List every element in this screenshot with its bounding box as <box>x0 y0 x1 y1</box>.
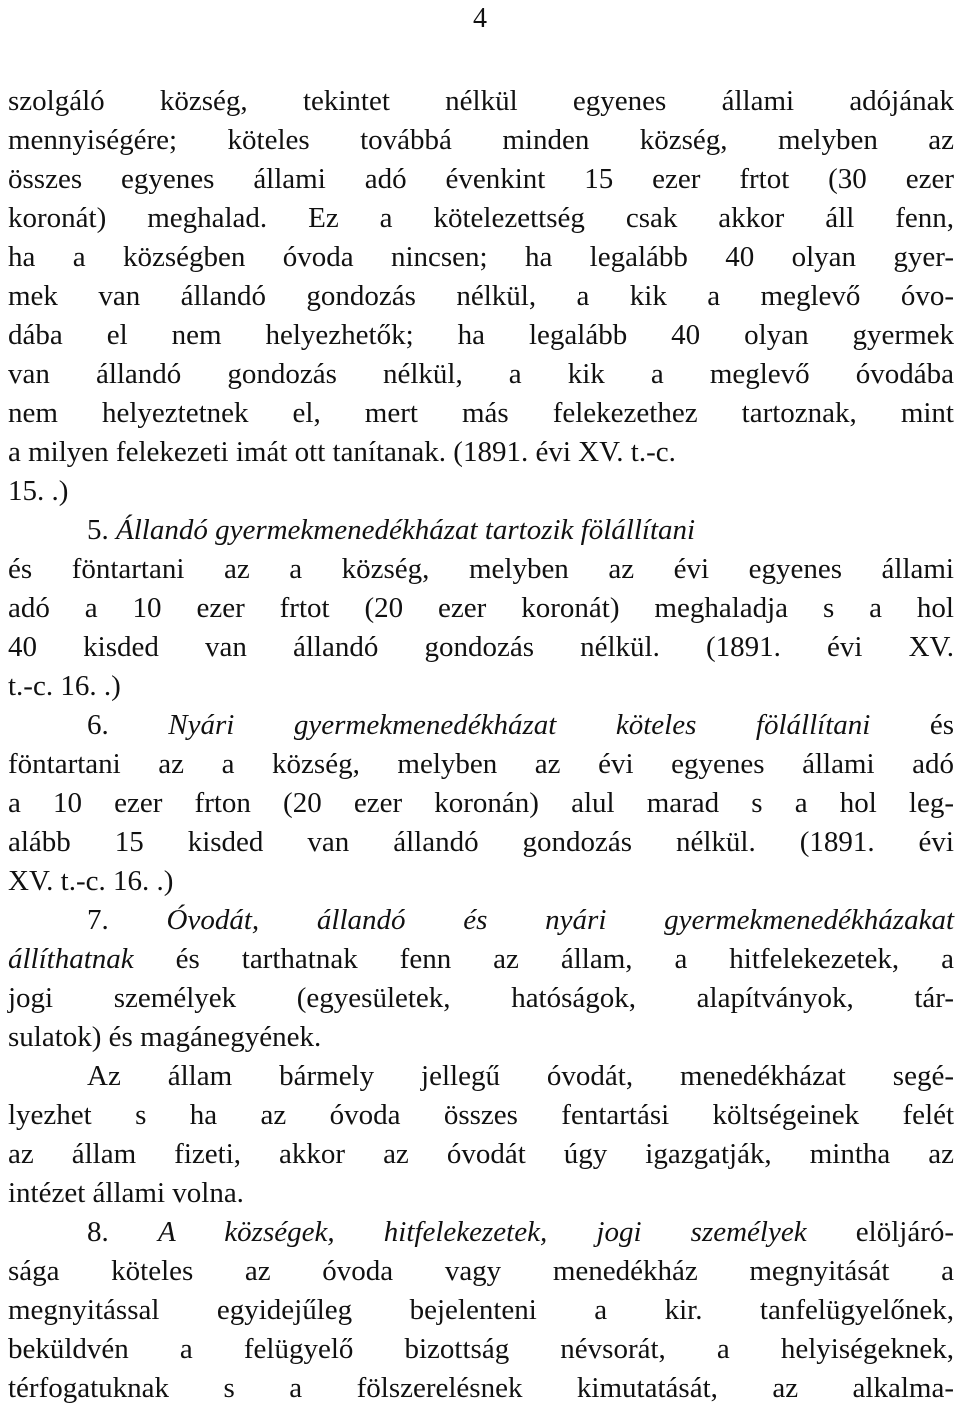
text-line <box>8 940 954 979</box>
section-number: 8. <box>87 1216 109 1248</box>
text-line: összes egyenes állami adó évenkint 15 ezer frtot (30 ezer <box>8 163 954 195</box>
text-line: intézet állami volna. <box>8 1177 244 1209</box>
text-line: és föntartani az a község, melyben az évi egyenes állami <box>8 553 954 585</box>
text-line: sulatok) és magánegyének. <box>8 1021 322 1053</box>
text-line: koronát) meghalad. Ez a kötelezettség csak akkor áll fenn, <box>8 202 954 234</box>
text-line: a 10 ezer frton (20 ezer koronán) alul marad s a hol leg- <box>8 787 954 819</box>
text-fragment: elöljáró- <box>855 1216 955 1248</box>
text-fragment: és <box>929 709 955 741</box>
text-fragment: és tarthatnak fenn az állam, a hitfelekezetek, a <box>175 943 954 975</box>
section-title: Állandó gyermekmenedékházat tartozik fölállítani <box>116 514 696 546</box>
text-line: térfogatuknak s a fölszerelésnek kimutatását, az alkalma- <box>8 1372 954 1404</box>
text-line: szolgáló község, tekintet nélkül egyenes állami adójának <box>8 85 954 117</box>
section-number: 5. <box>87 514 109 546</box>
text-line: XV. t.-c. 16. .) <box>8 865 174 897</box>
text-line: a milyen felekezeti imát ott tanítanak. (1891. évi XV. t.-c. <box>8 436 676 468</box>
section-number: 6. <box>87 709 109 741</box>
section-number: 7. <box>87 904 109 936</box>
section-7-heading-line <box>8 901 954 940</box>
page-number: 4 <box>473 3 487 34</box>
text-line: adó a 10 ezer frtot (20 ezer koronát) meghaladja s a hol <box>8 592 954 624</box>
text-line: föntartani az a község, melyben az évi egyenes állami adó <box>8 748 954 780</box>
text-line: Az állam bármely jellegű óvodát, menedékházat segé- <box>87 1060 954 1092</box>
text-line: van állandó gondozás nélkül, a kik a meglevő óvodába <box>8 358 954 390</box>
text-line: 15. .) <box>8 475 69 507</box>
section-6-heading-line <box>8 706 954 745</box>
text-line: jogi személyek (egyesületek, hatóságok, alapítványok, tár- <box>8 982 954 1014</box>
text-line: dába el nem helyezhetők; ha legalább 40 olyan gyermek <box>8 319 954 351</box>
text-line: nem helyeztetnek el, mert más felekezethez tartoznak, mint <box>8 397 954 429</box>
text-line: az állam fizeti, akkor az óvodát úgy igazgatják, mintha az <box>8 1138 954 1170</box>
section-title: Óvodát, állandó és nyári gyermekmenedékházakat <box>166 904 955 936</box>
text-line: megnyitással egyidejűleg bejelenteni a kir. tanfelügyelőnek, <box>8 1294 954 1326</box>
text-line: beküldvén a felügyelő bizottság névsorát, a helyiségeknek, <box>8 1333 954 1365</box>
section-title: A községek, hitfelekezetek, jogi személyek <box>157 1216 807 1248</box>
text-line: ha a községben óvoda nincsen; ha legalább 40 olyan gyer- <box>8 241 954 273</box>
text-line: t.-c. 16. .) <box>8 670 121 702</box>
section-8-heading-line <box>8 1213 954 1252</box>
section-title-continued: állíthatnak <box>8 943 134 975</box>
text-line: mek van állandó gondozás nélkül, a kik a meglevő óvo- <box>8 280 954 312</box>
section-5-heading-line <box>8 511 954 550</box>
text-line: alább 15 kisded van állandó gondozás nélkül. (1891. évi <box>8 826 954 858</box>
section-title: Nyári gyermekmenedékházat köteles fölállítani <box>168 709 871 741</box>
text-line: 40 kisded van állandó gondozás nélkül. (1891. évi XV. <box>8 631 954 663</box>
text-line: lyezhet s ha az óvoda összes fentartási költségeinek felét <box>8 1099 954 1131</box>
text-line: sága köteles az óvoda vagy menedékház megnyitását a <box>8 1255 954 1287</box>
text-line: mennyiségére; köteles továbbá minden község, melyben az <box>8 124 954 156</box>
body-text <box>8 82 954 1408</box>
